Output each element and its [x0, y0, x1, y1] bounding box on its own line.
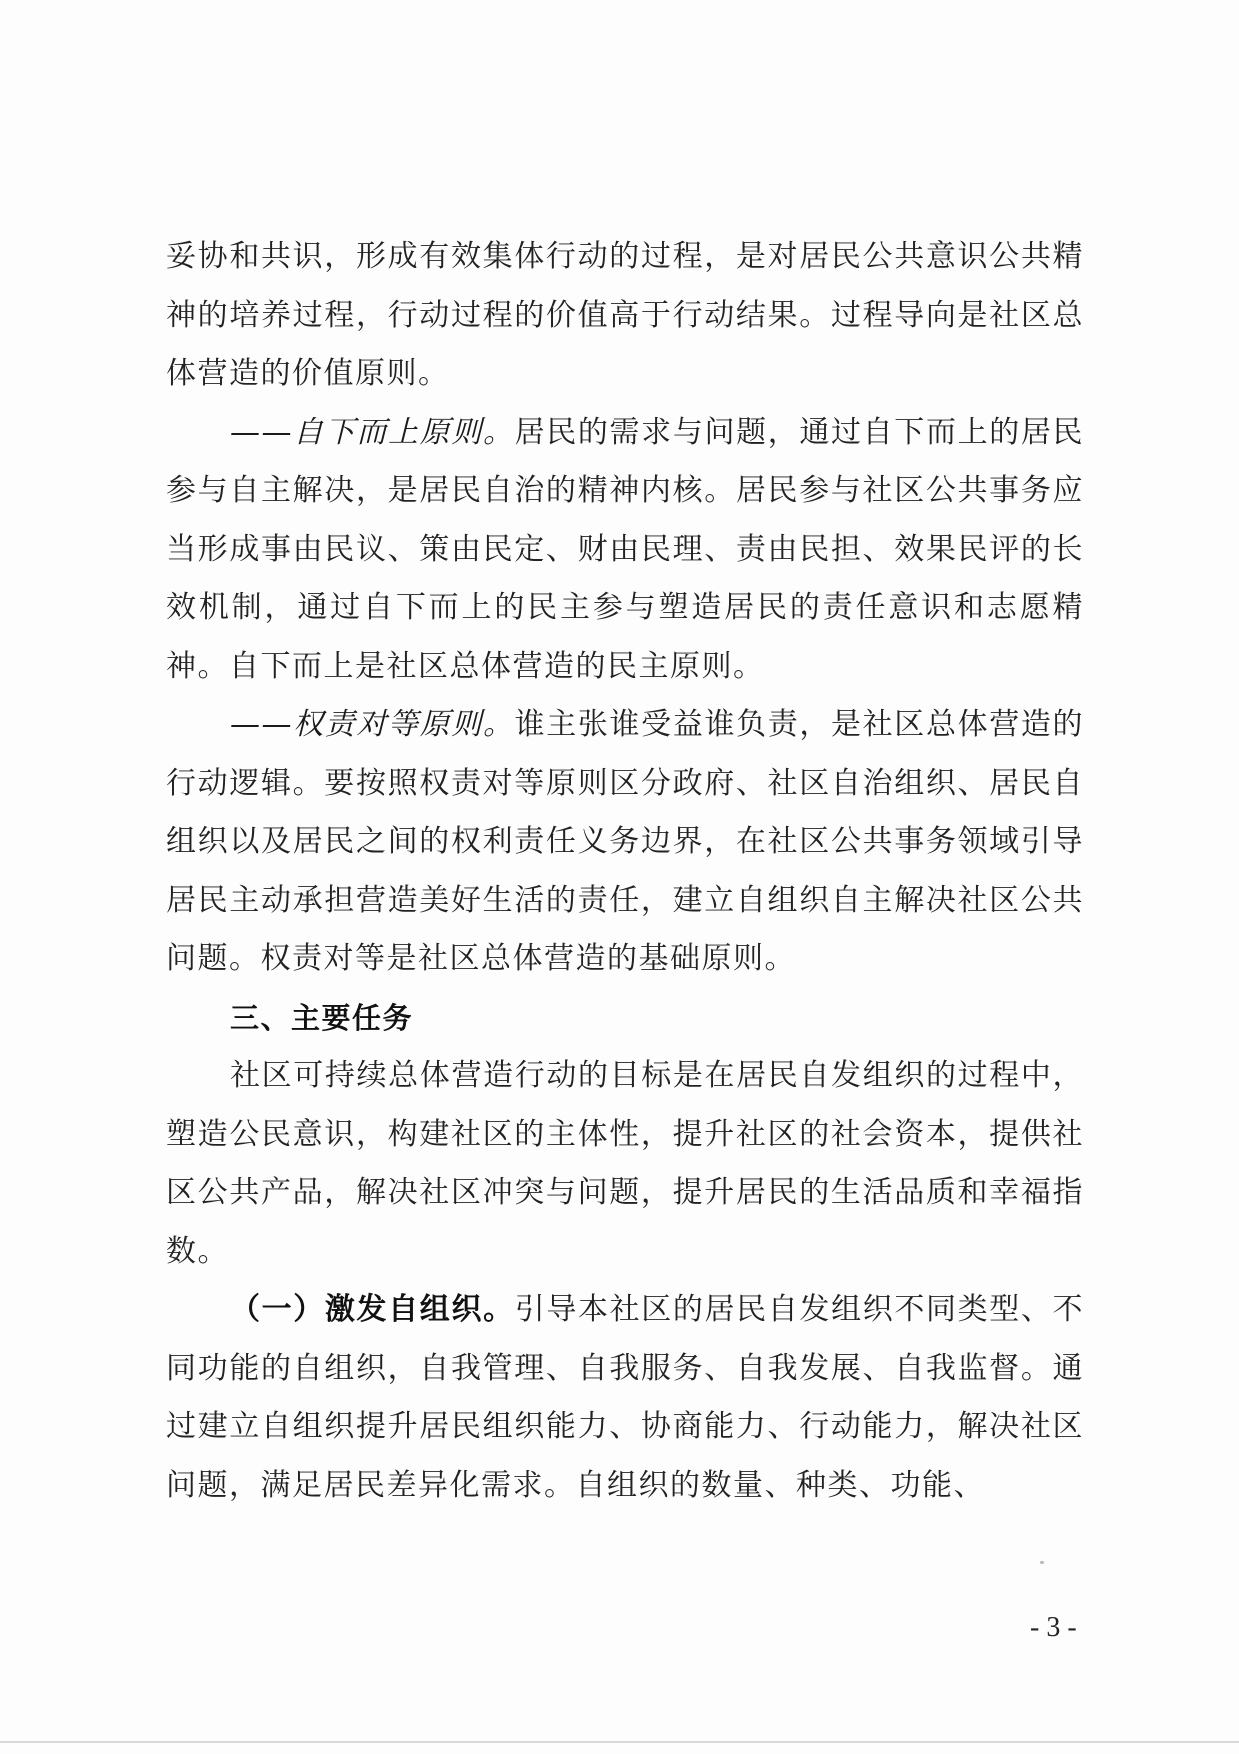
- paragraph-text: 谁主张谁受益谁负责，是社区总体营造的行动逻辑。要按照权责对等原则区分政府、社区自治组织、居民自组织以及居民之间的权利责任义务边界，在社区公共事务领域引导居民主动承担营造美好生活的责任，建立自组织自主解决社区公共问题。权责对等是社区总体营造的基础原则。: [166, 707, 1085, 976]
- scan-edge-line: [0, 1741, 1239, 1743]
- paragraph-lead: （一）激发自组织。: [230, 1292, 515, 1327]
- paragraph-text: 引导本社区的居民自发组织不同类型、不同功能的自组织，自我管理、自我服务、自我发展、自我监督。通过建立自组织提升居民组织能力、协商能力、行动能力，解决社区问题，满足居民差异化需求。自组织的数量、种类、功能、: [166, 1292, 1085, 1503]
- paragraph-stimulate-self-organization: [166, 1281, 1084, 1515]
- section-heading-main-tasks: 三、主要任务: [230, 1000, 414, 1035]
- paragraph-main-tasks-goal: [166, 1047, 1084, 1281]
- paragraph-process-principle-continued: [166, 228, 1084, 404]
- scan-speck: [1040, 1561, 1044, 1564]
- paragraph-bottom-up-principle: [166, 404, 1084, 697]
- paragraph-lead: ——自下而上原则。: [230, 414, 515, 450]
- page-number: - 3 -: [1030, 1612, 1077, 1643]
- document-body: [166, 228, 1084, 1515]
- paragraph-lead: ——权责对等原则。: [230, 707, 515, 742]
- paragraph-text: 妥协和共识，形成有效集体行动的过程，是对居民公共意识公共精神的培养过程，行动过程的价值高于行动结果。过程导向是社区总体营造的价值原则。: [166, 239, 1084, 391]
- paragraph-text: 居民的需求与问题，通过自下而上的居民参与自主解决，是居民自治的精神内核。居民参与社区公共事务应当形成事由民议、策由民定、财由民理、责由民担、效果民评的长效机制，通过自下而上的民主参与塑造居民的责任意识和志愿精神。自下而上是社区总体营造的民主原则。: [166, 414, 1085, 684]
- paragraph-text: 社区可持续总体营造行动的目标是在居民自发组织的过程中，塑造公民意识，构建社区的主体性，提升社区的社会资本，提供社区公共产品，解决社区冲突与问题，提升居民的生活品质和幸福指数。: [166, 1058, 1084, 1269]
- paragraph-rights-responsibilities-principle: [166, 696, 1084, 989]
